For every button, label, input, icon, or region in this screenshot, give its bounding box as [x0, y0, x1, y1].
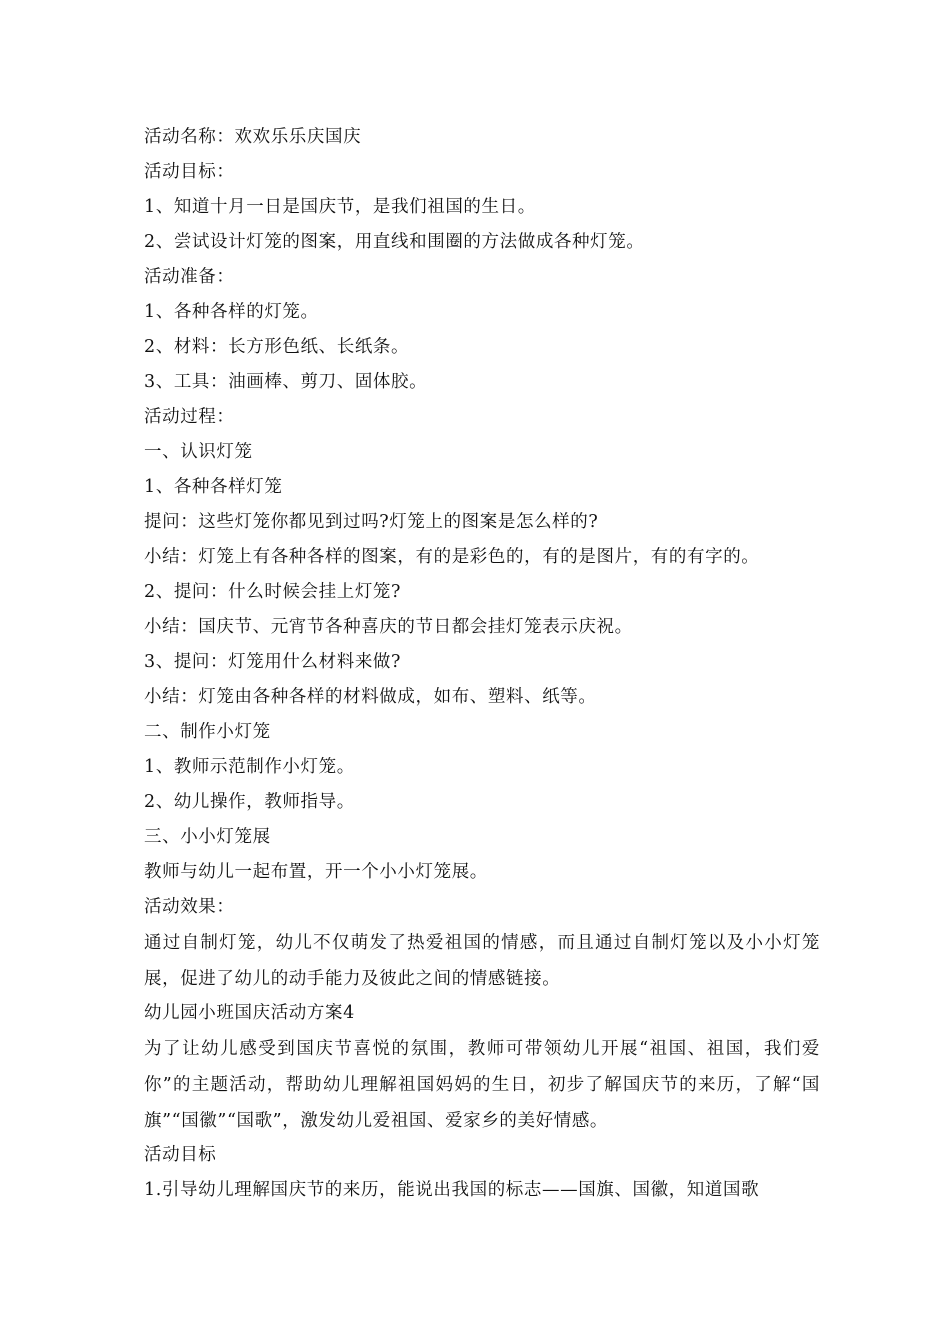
- process-item: 提问：这些灯笼你都见到过吗?灯笼上的图案是怎么样的?: [144, 512, 599, 532]
- process-step-heading: 二、制作小灯笼: [144, 722, 271, 742]
- process-item: 1、各种各样灯笼: [144, 477, 283, 497]
- intro-paragraph: 为了让幼儿感受到国庆节喜悦的氛围，教师可带领幼儿开展“祖国、祖国，我们爱你”的主题活动，帮助幼儿理解祖国妈妈的生日，初步了解国庆节的来历，了解“国旗”“国徽”“国歌”，激发幼儿爱祖国、爱家乡的美好情感。: [144, 1039, 820, 1131]
- process-item: 2、提问：什么时候会挂上灯笼?: [144, 582, 402, 602]
- process-item: 小结：灯笼上有各种各样的图案，有的是彩色的，有的是图片，有的有字的。: [144, 547, 760, 567]
- activity-name: 活动名称：欢欢乐乐庆国庆: [144, 127, 362, 147]
- process-step-heading: 一、认识灯笼: [144, 442, 253, 462]
- process-step-heading: 三、小小灯笼展: [144, 827, 271, 847]
- section-heading-preparation: 活动准备：: [144, 267, 235, 287]
- process-item: 1、教师示范制作小灯笼。: [144, 757, 355, 777]
- preparation-item: 2、材料：长方形色纸、长纸条。: [144, 337, 410, 357]
- goal-item: 1、知道十月一日是国庆节，是我们祖国的生日。: [144, 197, 536, 217]
- goal-item: 1.引导幼儿理解国庆节的来历，能说出我国的标志——国旗、国徽，知道国歌: [144, 1180, 760, 1200]
- preparation-item: 1、各种各样的灯笼。: [144, 302, 319, 322]
- section-heading-process: 活动过程：: [144, 407, 235, 427]
- goal-item: 2、尝试设计灯笼的图案，用直线和围圈的方法做成各种灯笼。: [144, 232, 645, 252]
- section-heading-effect: 活动效果：: [144, 897, 235, 917]
- process-item: 小结：灯笼由各种各样的材料做成，如布、塑料、纸等。: [144, 687, 597, 707]
- process-item: 小结：国庆节、元宵节各种喜庆的节日都会挂灯笼表示庆祝。: [144, 617, 633, 637]
- plan-title: 幼儿园小班国庆活动方案4: [144, 1003, 355, 1023]
- document-body: [144, 120, 820, 1208]
- section-heading-goals-2: 活动目标: [144, 1145, 217, 1165]
- preparation-item: 3、工具：油画棒、剪刀、固体胶。: [144, 372, 428, 392]
- effect-paragraph: 通过自制灯笼，幼儿不仅萌发了热爱祖国的情感，而且通过自制灯笼以及小小灯笼展，促进了幼儿的动手能力及彼此之间的情感链接。: [144, 933, 820, 989]
- process-item: 3、提问：灯笼用什么材料来做?: [144, 652, 402, 672]
- process-item: 2、幼儿操作，教师指导。: [144, 792, 355, 812]
- process-item: 教师与幼儿一起布置，开一个小小灯笼展。: [144, 862, 488, 882]
- section-heading-goals: 活动目标：: [144, 162, 235, 182]
